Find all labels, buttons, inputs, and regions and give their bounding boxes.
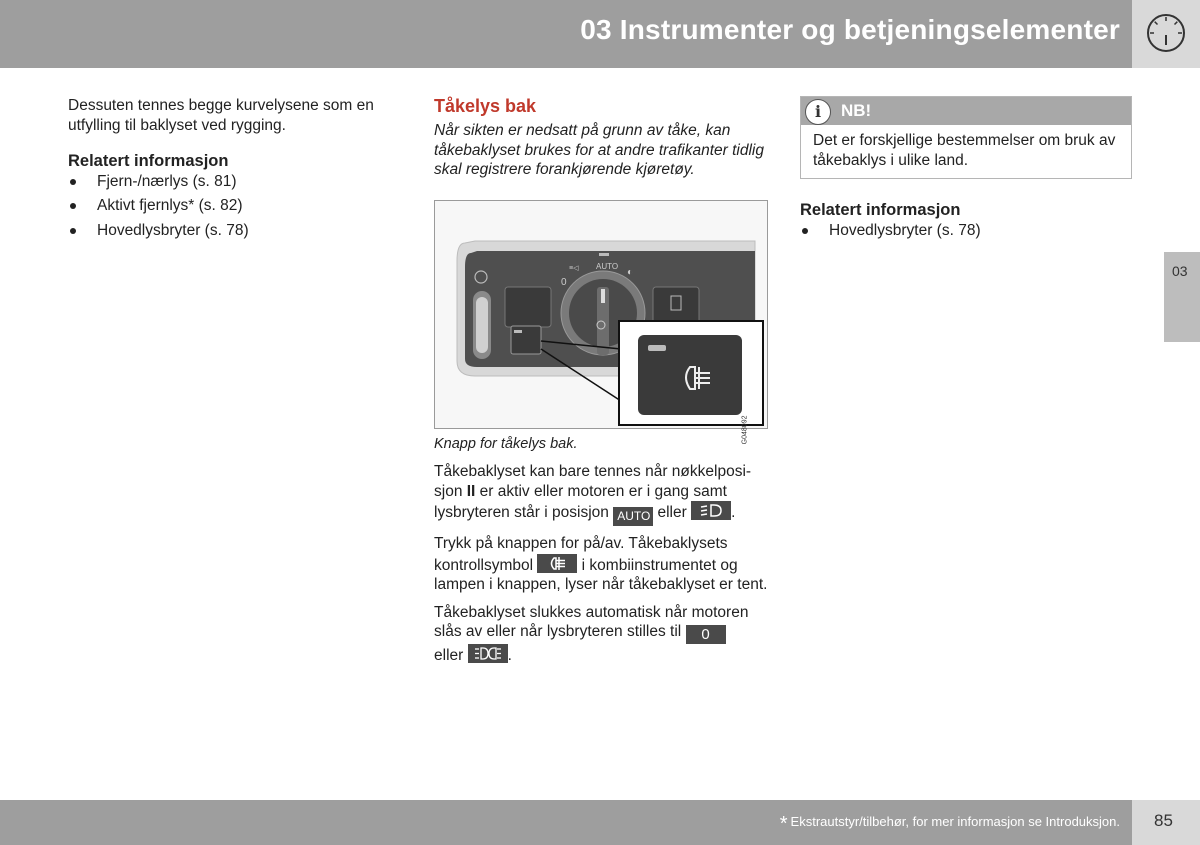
related-link[interactable]: Hovedlysbryter (s. 78)	[68, 221, 398, 241]
related-link[interactable]: Fjern-/nærlys (s. 81)	[68, 172, 398, 192]
illustration-zero-label: 0	[561, 276, 567, 288]
zero-symbol: 0	[686, 625, 726, 644]
page-number-box	[1132, 800, 1200, 845]
page-footer	[0, 800, 1132, 845]
parking-light-symbol-icon	[468, 644, 508, 663]
illustration-auto-label: AUTO	[596, 261, 619, 271]
rear-light-paragraph: Dessuten tennes begge kurvelysene som en utfylling til baklyset ved rygging.	[68, 97, 374, 134]
illustration-code: G048092	[741, 415, 749, 445]
body-paragraph-1: Tåkebaklyset kan bare tennes når nøkkelposi-sjon II er aktiv eller motoren er i gang samt lysbryteren står i posisjon AUTO eller .	[434, 462, 770, 526]
svg-text:◐: ◐	[627, 266, 634, 278]
middle-column	[434, 96, 770, 666]
page-number: 85	[1154, 811, 1173, 830]
info-icon: i	[805, 99, 831, 125]
related-link[interactable]: Hovedlysbryter (s. 78)	[800, 221, 1132, 241]
left-column	[68, 96, 398, 240]
note-header	[801, 97, 1131, 125]
right-column	[800, 96, 1132, 240]
low-beam-symbol-icon	[691, 501, 731, 520]
svg-text:≡◁: ≡◁	[569, 264, 579, 272]
auto-symbol: AUTO	[613, 507, 653, 526]
chapter-tab-label: 03	[1172, 263, 1188, 279]
note-box	[800, 96, 1132, 179]
gauge-icon	[1146, 13, 1186, 53]
body-paragraph-3: Tåkebaklyset slukkes automatisk når motoren slås av eller når lysbryteren stilles til 0 eller .	[434, 603, 749, 664]
chapter-tab[interactable]	[1164, 252, 1200, 342]
note-title: NB!	[841, 101, 872, 120]
related-info-list	[68, 172, 398, 241]
section-heading: Tåkelys bak	[434, 96, 537, 116]
page-header	[0, 0, 1132, 68]
body-paragraph-2: Trykk på knappen for på/av. Tåkebaklysets kontrollsymbol i kombiinstrumentet og lampen i knappen, lyser når tåkebaklyset er tent.	[434, 535, 768, 593]
header-icon-box	[1132, 0, 1200, 68]
related-info-list	[800, 221, 1132, 241]
footer-note: * Ekstrautstyr/tilbehør, for mer informasjon se Introduksjon.	[779, 813, 1120, 835]
illustration-caption: Knapp for tåkelys bak.	[434, 435, 578, 452]
related-info-heading: Relatert informasjon	[68, 152, 229, 170]
page-title: 03 Instrumenter og betjeningselementer	[580, 14, 1120, 45]
note-text: Det er forskjellige bestemmelser om bruk av tåkebaklys i ulike land.	[813, 132, 1116, 169]
section-intro: Når sikten er nedsatt på grunn av tåke, kan tåkebaklyset brukes for at andre trafikanter tidlig skal registrere forankjørende kjøretøy.	[434, 122, 764, 178]
related-link[interactable]: Aktivt fjernlys* (s. 82)	[68, 196, 398, 216]
rear-fog-symbol-icon	[537, 554, 577, 573]
related-info-heading: Relatert informasjon	[800, 201, 961, 219]
